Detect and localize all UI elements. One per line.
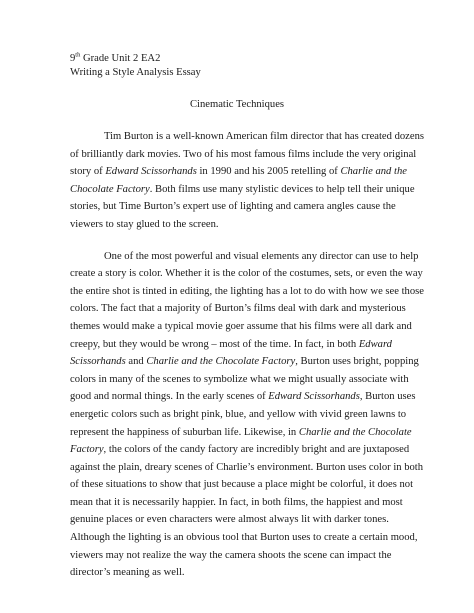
film-title-text: Chocolate Factory xyxy=(70,183,150,195)
paragraph-text: director’s meaning as well. xyxy=(70,567,185,579)
paragraph-line xyxy=(70,265,423,283)
paragraph-line xyxy=(70,459,424,477)
header-grade-unit xyxy=(70,52,201,66)
paragraph-line xyxy=(70,353,419,371)
paragraph-line xyxy=(70,424,410,442)
paragraph-line xyxy=(70,494,410,512)
paragraph-text: good and normal things. In the early scenes of xyxy=(70,391,269,403)
paragraph-text: represent the happiness of suburban life. Likewise, in xyxy=(70,426,299,438)
paragraph-text: of these situations to show that just because a place might be colorful, it does not xyxy=(70,479,414,491)
paragraph-line xyxy=(70,547,410,565)
film-title-text: Edward xyxy=(358,338,392,350)
film-title-text: Edward Scissorhands xyxy=(268,391,360,403)
paragraph-text: of brilliantly dark movies. Two of his most famous films include the very original xyxy=(70,148,417,160)
paragraph-line xyxy=(70,564,410,582)
grade-unit-text: Grade Unit 2 EA2 xyxy=(80,53,161,64)
paragraph-text: colors. The fact that a majority of Burton’s films deal with dark and mysterious xyxy=(70,303,406,315)
film-title-text: Factory xyxy=(70,444,104,456)
paragraph-text: story of xyxy=(70,166,106,178)
paragraph-text: Tim Burton is a well-known American film director that has created dozens xyxy=(104,131,424,142)
essay-title: Cinematic Techniques xyxy=(189,99,285,110)
paragraph-line xyxy=(70,283,424,301)
paragraph-line xyxy=(70,406,410,424)
paragraph-text: themes would make a typical movie goer assume that his films were all dark and xyxy=(70,320,412,332)
paragraph-text: genuine places or even characters were almost always lit with darker tones. xyxy=(70,514,389,526)
paragraph-line xyxy=(70,198,410,216)
paragraph-line xyxy=(70,318,410,336)
paragraph-text: colors in many of the scenes to symbolize what we might usually associate with xyxy=(70,373,409,385)
paragraph-text: . Both films use many stylistic devices to help tell their unique xyxy=(149,183,415,195)
paragraph-line xyxy=(70,441,410,459)
film-title-text: Charlie and the Chocolate xyxy=(298,426,412,438)
paragraph-line xyxy=(70,128,424,146)
paragraph-line xyxy=(70,163,410,181)
paragraph-line xyxy=(70,300,410,318)
paragraph-text: , Burton uses bright, popping xyxy=(295,356,419,368)
paragraph-text: viewers to stay glued to the screen. xyxy=(70,218,219,230)
paragraph-text: the entire shot is tinted in editing, the lighting has a lot to do with how we see those xyxy=(70,285,424,297)
essay-body xyxy=(70,128,424,582)
paragraph-text: against the plain, dreary scenes of Charlie’s environment. Burton uses color in both xyxy=(70,461,424,473)
film-title-text: Scissorhands xyxy=(70,356,126,368)
paragraph-line xyxy=(70,181,415,199)
paragraph-line xyxy=(70,529,418,547)
paragraph-text: creepy, but they would be wrong – most of the time. In fact, in both xyxy=(70,338,359,350)
grade-number: 9 xyxy=(70,53,76,64)
paragraph-text: create a story is color. Whether it is the color of the costumes, sets, or even the way xyxy=(70,268,423,280)
grade-superscript: th xyxy=(75,51,81,59)
paragraph-text: One of the most powerful and visual elements any director can use to help xyxy=(104,250,419,262)
paragraph-text: , Burton uses xyxy=(359,391,416,403)
paragraph-line xyxy=(70,216,410,234)
paragraph-text: and xyxy=(125,356,147,368)
film-title-text: Charlie and the Chocolate Factory xyxy=(146,356,296,368)
paragraph-line xyxy=(70,336,410,354)
paragraph-line xyxy=(70,248,419,266)
essay-paragraph xyxy=(70,128,424,234)
film-title-text: Edward Scissorhands xyxy=(105,166,197,178)
paragraph-line xyxy=(70,388,416,406)
paragraph-text: , the colors of the candy factory are incredibly bright and are juxtaposed xyxy=(103,444,410,456)
paragraph-text: stories, but Time Burton’s expert use of lighting and camera angles cause the xyxy=(70,201,396,213)
paragraph-line xyxy=(70,146,417,164)
essay-paragraph xyxy=(70,248,424,582)
film-title-text: Charlie and the xyxy=(340,166,407,178)
document-header xyxy=(70,52,201,80)
paragraph-line xyxy=(70,371,410,389)
paragraph-line xyxy=(70,476,414,494)
paragraph-text: viewers may not realize the way the camera shoots the scene can impact the xyxy=(70,549,392,561)
header-assignment: Writing a Style Analysis Essay xyxy=(70,67,201,78)
paragraph-text: energetic colors such as bright pink, blue, and yellow with vivid green lawns to xyxy=(70,408,407,420)
paragraph-line xyxy=(70,511,410,529)
paragraph-text: Although the lighting is an obvious tool that Burton uses to create a certain mood, xyxy=(70,532,418,544)
paragraph-text: mean that it is necessarily happier. In fact, in both films, the happiest and most xyxy=(70,496,403,508)
paragraph-text: in 1990 and his 2005 retelling of xyxy=(196,166,341,178)
